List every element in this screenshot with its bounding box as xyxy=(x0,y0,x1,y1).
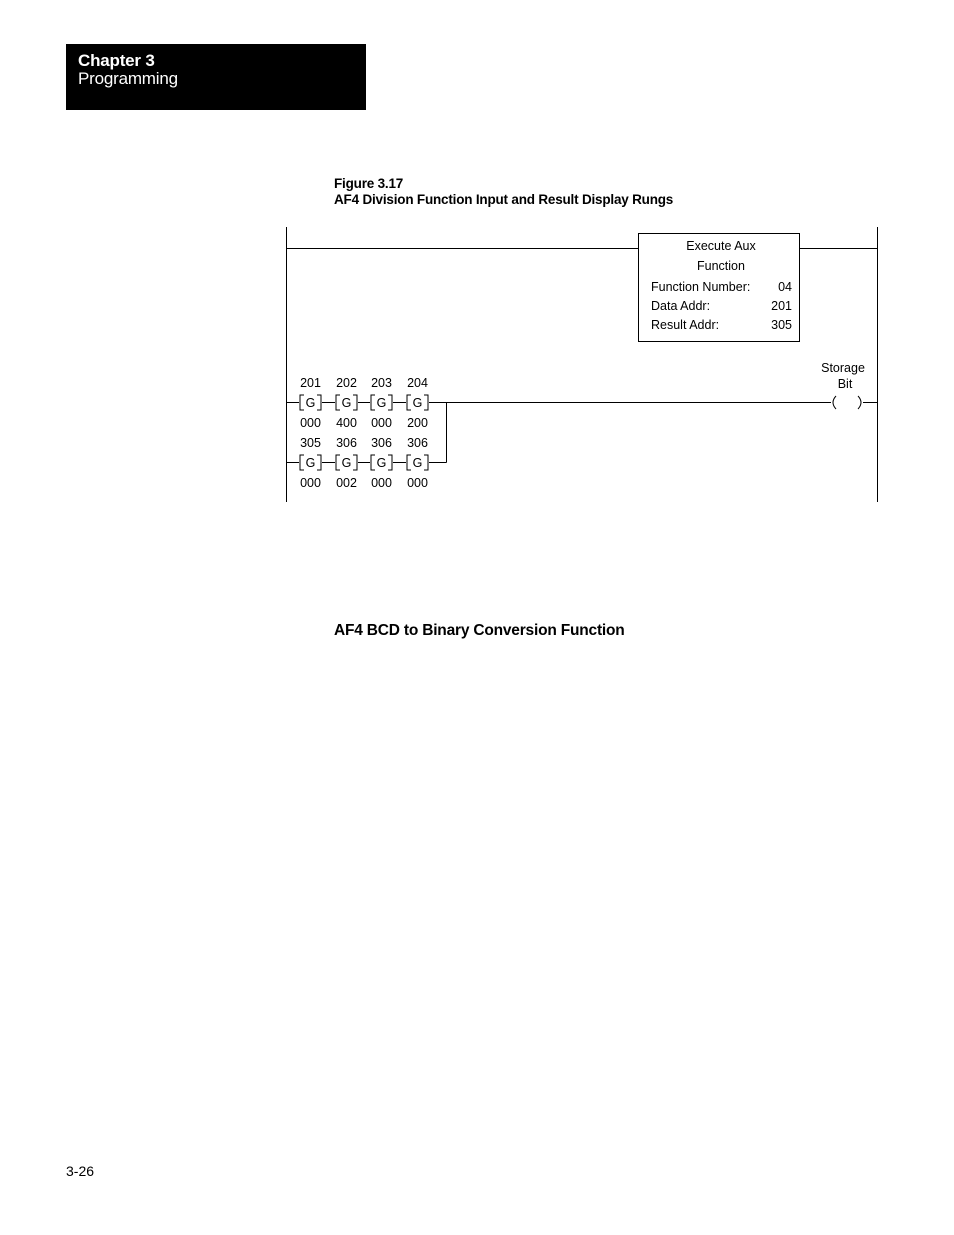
contact-value: 400 xyxy=(336,416,357,430)
function-block-title-line1: Execute Aux xyxy=(686,239,756,253)
figure-caption: AF4 Division Function Input and Result Display Rungs xyxy=(334,192,674,207)
storage-bit-coil xyxy=(833,396,861,409)
contact-letter: G xyxy=(376,456,387,470)
contact-value: 000 xyxy=(407,476,428,490)
contact-address: 202 xyxy=(336,376,357,390)
contact-letter: G xyxy=(341,456,352,470)
function-block-title-line2: Function xyxy=(697,259,745,273)
chapter-title: Chapter 3 xyxy=(78,51,155,70)
contact-letter: G xyxy=(305,396,316,410)
coil-label-line1: Storage xyxy=(821,361,865,375)
contact-value: 002 xyxy=(336,476,357,490)
contact-address: 305 xyxy=(300,436,321,450)
contact-value: 000 xyxy=(300,416,321,430)
contact-letter: G xyxy=(341,396,352,410)
contact-letter: G xyxy=(376,396,387,410)
contact-address: 306 xyxy=(371,436,392,450)
result-addr-label: Result Addr: xyxy=(651,318,720,332)
coil-label-line2: Bit xyxy=(837,377,853,391)
contact-address: 306 xyxy=(407,436,428,450)
ladder-diagram xyxy=(0,0,954,520)
contact-value: 000 xyxy=(300,476,321,490)
contact-address: 203 xyxy=(371,376,392,390)
contact-letter: G xyxy=(412,396,423,410)
chapter-section: Programming xyxy=(78,69,178,88)
function-number-label: Function Number: xyxy=(651,280,751,294)
contact-address: 204 xyxy=(407,376,428,390)
contact-value: 000 xyxy=(371,476,392,490)
data-addr-value: 201 xyxy=(771,299,792,313)
section-heading: AF4 BCD to Binary Conversion Function xyxy=(334,622,625,639)
page-number: 3-26 xyxy=(66,1163,95,1179)
figure-number: Figure 3.17 xyxy=(334,176,404,191)
contact-value: 200 xyxy=(407,416,428,430)
contact-value: 000 xyxy=(371,416,392,430)
data-addr-label: Data Addr: xyxy=(651,299,711,313)
result-addr-value: 305 xyxy=(771,318,792,332)
contact-address: 201 xyxy=(300,376,321,390)
contact-letter: G xyxy=(412,456,423,470)
function-number-value: 04 xyxy=(778,280,792,294)
contact-letter: G xyxy=(305,456,316,470)
contact-address: 306 xyxy=(336,436,357,450)
